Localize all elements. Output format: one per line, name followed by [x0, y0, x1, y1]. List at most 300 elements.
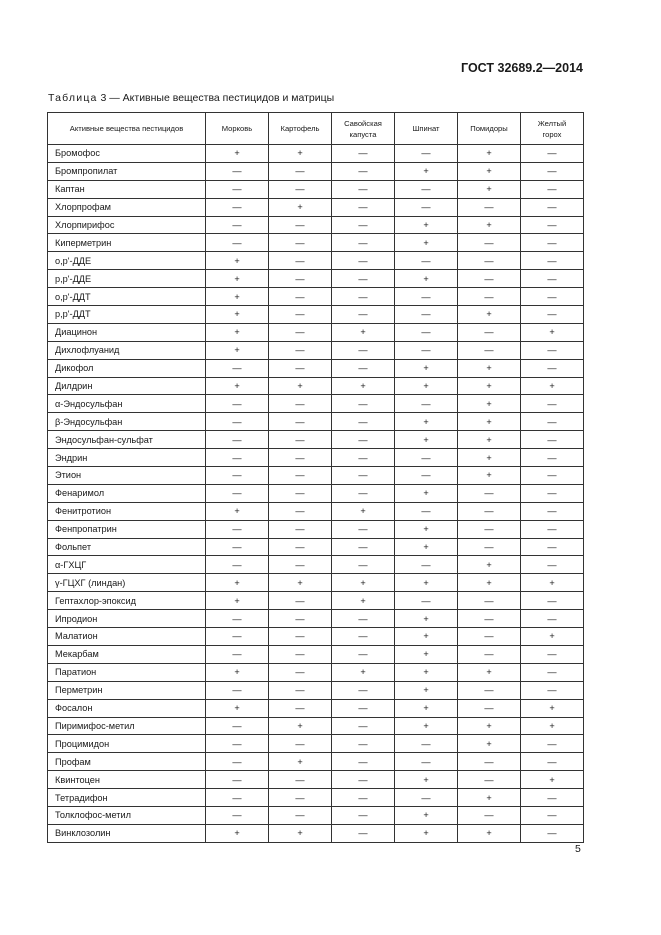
matrix-mark: — [521, 663, 584, 681]
matrix-mark: — [269, 538, 332, 556]
matrix-mark: — [269, 502, 332, 520]
substance-name: Дилдрин [48, 377, 206, 395]
matrix-mark: — [395, 180, 458, 198]
matrix-mark: — [269, 449, 332, 467]
matrix-mark: + [395, 574, 458, 592]
matrix-mark: + [458, 395, 521, 413]
matrix-mark: — [269, 735, 332, 753]
matrix-mark: + [395, 431, 458, 449]
matrix-mark: — [395, 306, 458, 324]
matrix-mark: — [521, 431, 584, 449]
matrix-mark: — [332, 484, 395, 502]
substance-name: Дикофол [48, 359, 206, 377]
substance-name: Пиримифос-метил [48, 717, 206, 735]
table-row [48, 162, 584, 180]
substance-name: Гептахлор-эпоксид [48, 592, 206, 610]
matrix-mark: + [269, 198, 332, 216]
matrix-mark: — [269, 592, 332, 610]
matrix-mark: — [521, 216, 584, 234]
page-number: 5 [575, 843, 581, 855]
matrix-mark: — [269, 699, 332, 717]
substance-name: p,p'-ДДЕ [48, 270, 206, 288]
matrix-mark: — [521, 449, 584, 467]
matrix-mark: — [332, 806, 395, 824]
matrix-mark: — [395, 449, 458, 467]
matrix-mark: + [458, 180, 521, 198]
matrix-mark: — [395, 467, 458, 485]
substance-name: Фенаримол [48, 484, 206, 502]
table-row [48, 413, 584, 431]
table-row [48, 645, 584, 663]
matrix-mark: + [458, 735, 521, 753]
pesticides-matrix-table [47, 112, 584, 843]
matrix-mark: — [458, 753, 521, 771]
matrix-mark: — [332, 699, 395, 717]
substance-name: γ-ГЦХГ (линдан) [48, 574, 206, 592]
table-caption-prefix: Таблица [48, 92, 98, 104]
matrix-mark: — [332, 234, 395, 252]
matrix-mark: — [458, 628, 521, 646]
substance-name: Хлорпирифос [48, 216, 206, 234]
matrix-mark: — [269, 556, 332, 574]
matrix-mark: + [458, 663, 521, 681]
substance-name: Винклозолин [48, 824, 206, 842]
matrix-mark: — [206, 431, 269, 449]
matrix-mark: + [395, 162, 458, 180]
substance-name: Фольпет [48, 538, 206, 556]
substance-name: Хлорпрофам [48, 198, 206, 216]
matrix-mark: + [521, 323, 584, 341]
matrix-mark: + [395, 628, 458, 646]
matrix-mark: — [206, 216, 269, 234]
substance-name: o,p'-ДДТ [48, 288, 206, 306]
matrix-mark: + [332, 502, 395, 520]
matrix-mark: — [521, 306, 584, 324]
table-row [48, 717, 584, 735]
matrix-mark: — [332, 449, 395, 467]
matrix-mark: + [521, 377, 584, 395]
matrix-mark: — [521, 234, 584, 252]
matrix-mark: — [206, 395, 269, 413]
matrix-mark: + [206, 306, 269, 324]
matrix-mark: + [206, 145, 269, 163]
matrix-mark: + [206, 252, 269, 270]
matrix-mark: — [521, 538, 584, 556]
matrix-mark: — [332, 413, 395, 431]
document-code: ГОСТ 32689.2—2014 [461, 61, 583, 75]
matrix-mark: — [458, 323, 521, 341]
matrix-mark: — [206, 359, 269, 377]
matrix-mark: — [458, 681, 521, 699]
matrix-mark: — [269, 162, 332, 180]
column-header: Шпинат [395, 113, 458, 145]
matrix-mark: — [332, 771, 395, 789]
matrix-mark: — [269, 645, 332, 663]
substance-name: Фенитротион [48, 502, 206, 520]
matrix-mark: + [206, 592, 269, 610]
matrix-mark: — [206, 735, 269, 753]
table-row [48, 681, 584, 699]
matrix-mark: — [521, 359, 584, 377]
matrix-mark: + [395, 806, 458, 824]
matrix-mark: + [269, 824, 332, 842]
matrix-mark: + [395, 610, 458, 628]
table-row [48, 234, 584, 252]
matrix-mark: — [521, 288, 584, 306]
table-caption-text: 3 — Активные вещества пестицидов и матрицы [97, 92, 335, 104]
matrix-mark: + [269, 574, 332, 592]
matrix-mark: — [332, 753, 395, 771]
matrix-mark: + [332, 592, 395, 610]
matrix-mark: — [269, 431, 332, 449]
substance-name: Мекарбам [48, 645, 206, 663]
column-header: Картофель [269, 113, 332, 145]
column-header: Морковь [206, 113, 269, 145]
matrix-mark: — [521, 467, 584, 485]
substance-name: p,p'-ДДТ [48, 306, 206, 324]
table-row [48, 306, 584, 324]
column-header: Савойская капуста [332, 113, 395, 145]
table-row [48, 431, 584, 449]
matrix-mark: — [521, 162, 584, 180]
table-row [48, 359, 584, 377]
matrix-mark: + [458, 162, 521, 180]
matrix-mark: + [395, 717, 458, 735]
matrix-mark: — [458, 771, 521, 789]
matrix-mark: — [521, 824, 584, 842]
matrix-mark: — [458, 538, 521, 556]
matrix-mark: + [458, 789, 521, 807]
matrix-mark: — [332, 735, 395, 753]
matrix-mark: — [332, 198, 395, 216]
matrix-mark: — [269, 216, 332, 234]
table-row [48, 753, 584, 771]
table-row [48, 449, 584, 467]
table-row [48, 467, 584, 485]
matrix-mark: — [206, 234, 269, 252]
matrix-mark: — [521, 270, 584, 288]
matrix-mark: — [206, 162, 269, 180]
table-caption [48, 92, 334, 104]
matrix-mark: + [395, 538, 458, 556]
table-row [48, 663, 584, 681]
matrix-mark: — [332, 645, 395, 663]
table-row [48, 502, 584, 520]
matrix-mark: + [206, 323, 269, 341]
matrix-mark: — [395, 323, 458, 341]
table-row [48, 216, 584, 234]
matrix-mark: — [206, 753, 269, 771]
matrix-mark: — [269, 234, 332, 252]
matrix-mark: + [458, 306, 521, 324]
matrix-mark: — [332, 556, 395, 574]
matrix-mark: + [206, 699, 269, 717]
matrix-mark: — [458, 806, 521, 824]
column-header: Активные вещества пестицидов [48, 113, 206, 145]
substance-name: Тетрадифон [48, 789, 206, 807]
matrix-mark: — [269, 359, 332, 377]
substance-name: α-ГХЦГ [48, 556, 206, 574]
substance-name: Малатион [48, 628, 206, 646]
substance-name: Процимидон [48, 735, 206, 753]
matrix-mark: — [269, 789, 332, 807]
matrix-mark: + [269, 145, 332, 163]
matrix-mark: — [332, 359, 395, 377]
matrix-mark: + [395, 645, 458, 663]
table-row [48, 556, 584, 574]
matrix-mark: — [332, 252, 395, 270]
matrix-mark: — [206, 717, 269, 735]
matrix-mark: — [395, 198, 458, 216]
matrix-mark: — [458, 645, 521, 663]
matrix-mark: — [395, 341, 458, 359]
table-row [48, 771, 584, 789]
matrix-mark: — [269, 341, 332, 359]
table-row [48, 288, 584, 306]
matrix-mark: — [521, 735, 584, 753]
table-row [48, 395, 584, 413]
matrix-mark: — [395, 556, 458, 574]
matrix-mark: — [206, 628, 269, 646]
matrix-mark: — [395, 592, 458, 610]
matrix-mark: + [395, 234, 458, 252]
matrix-mark: — [206, 610, 269, 628]
matrix-mark: + [332, 574, 395, 592]
table-row [48, 592, 584, 610]
matrix-mark: — [332, 610, 395, 628]
matrix-mark: + [458, 467, 521, 485]
matrix-mark: — [521, 502, 584, 520]
matrix-mark: — [458, 484, 521, 502]
matrix-mark: + [332, 663, 395, 681]
substance-name: o,p'-ДДЕ [48, 252, 206, 270]
matrix-mark: — [269, 413, 332, 431]
matrix-mark: + [395, 681, 458, 699]
matrix-mark: — [521, 681, 584, 699]
matrix-mark: — [269, 252, 332, 270]
matrix-mark: + [395, 413, 458, 431]
matrix-mark: — [332, 216, 395, 234]
substance-name: Фосалон [48, 699, 206, 717]
matrix-mark: — [206, 467, 269, 485]
column-header: Желтый горох [521, 113, 584, 145]
matrix-mark: — [395, 753, 458, 771]
matrix-mark: + [458, 574, 521, 592]
matrix-mark: — [269, 180, 332, 198]
substance-name: Толклофос-метил [48, 806, 206, 824]
matrix-mark: + [395, 377, 458, 395]
matrix-mark: — [206, 449, 269, 467]
matrix-mark: — [332, 789, 395, 807]
matrix-mark: — [458, 520, 521, 538]
matrix-mark: — [521, 198, 584, 216]
matrix-mark: — [269, 467, 332, 485]
matrix-mark: — [521, 484, 584, 502]
matrix-mark: + [395, 824, 458, 842]
table-row [48, 789, 584, 807]
matrix-mark: — [206, 681, 269, 699]
matrix-mark: + [395, 359, 458, 377]
matrix-mark: — [332, 180, 395, 198]
matrix-mark: — [332, 520, 395, 538]
matrix-mark: — [458, 234, 521, 252]
matrix-mark: — [206, 538, 269, 556]
matrix-mark: — [269, 610, 332, 628]
matrix-mark: — [269, 484, 332, 502]
table-row [48, 824, 584, 842]
table-row [48, 628, 584, 646]
matrix-mark: — [332, 467, 395, 485]
substance-name: Квинтоцен [48, 771, 206, 789]
matrix-mark: — [395, 288, 458, 306]
table-row [48, 270, 584, 288]
matrix-mark: + [458, 824, 521, 842]
matrix-mark: — [206, 520, 269, 538]
matrix-mark: — [269, 771, 332, 789]
matrix-mark: — [521, 252, 584, 270]
table-row [48, 145, 584, 163]
matrix-mark: — [206, 484, 269, 502]
substance-name: Эндосульфан-сульфат [48, 431, 206, 449]
matrix-mark: + [458, 449, 521, 467]
matrix-mark: — [206, 806, 269, 824]
matrix-mark: — [206, 198, 269, 216]
matrix-mark: + [458, 717, 521, 735]
matrix-mark: — [458, 288, 521, 306]
matrix-mark: — [395, 252, 458, 270]
matrix-mark: + [521, 717, 584, 735]
substance-name: Перметрин [48, 681, 206, 699]
matrix-mark: — [332, 162, 395, 180]
substance-name: Профам [48, 753, 206, 771]
substance-name: Дихлофлуанид [48, 341, 206, 359]
matrix-mark: + [395, 270, 458, 288]
table-row [48, 735, 584, 753]
matrix-mark: — [332, 145, 395, 163]
matrix-mark: — [269, 306, 332, 324]
matrix-mark: + [458, 359, 521, 377]
matrix-mark: — [521, 395, 584, 413]
matrix-mark: — [269, 323, 332, 341]
matrix-mark: + [521, 699, 584, 717]
matrix-mark: — [269, 628, 332, 646]
matrix-mark: + [395, 699, 458, 717]
substance-name: α-Эндосульфан [48, 395, 206, 413]
matrix-mark: — [458, 270, 521, 288]
matrix-mark: — [458, 592, 521, 610]
matrix-mark: — [206, 556, 269, 574]
table-row [48, 574, 584, 592]
matrix-mark: — [458, 198, 521, 216]
matrix-mark: + [458, 216, 521, 234]
table-row [48, 180, 584, 198]
table-row [48, 323, 584, 341]
matrix-mark: — [521, 180, 584, 198]
matrix-mark: + [458, 145, 521, 163]
matrix-mark: — [206, 645, 269, 663]
matrix-mark: — [206, 180, 269, 198]
matrix-mark: + [395, 216, 458, 234]
matrix-mark: — [269, 681, 332, 699]
matrix-mark: + [395, 663, 458, 681]
matrix-mark: — [395, 502, 458, 520]
matrix-mark: — [332, 681, 395, 699]
matrix-mark: — [332, 341, 395, 359]
table-row [48, 341, 584, 359]
matrix-mark: — [458, 502, 521, 520]
matrix-mark: + [206, 663, 269, 681]
matrix-mark: — [395, 395, 458, 413]
table-row [48, 252, 584, 270]
matrix-mark: + [395, 520, 458, 538]
matrix-mark: — [395, 789, 458, 807]
matrix-mark: — [206, 771, 269, 789]
matrix-mark: — [269, 520, 332, 538]
matrix-mark: — [269, 395, 332, 413]
substance-name: β-Эндосульфан [48, 413, 206, 431]
substance-name: Бромофос [48, 145, 206, 163]
table-header-row [48, 113, 584, 145]
matrix-mark: + [206, 341, 269, 359]
matrix-mark: + [206, 824, 269, 842]
matrix-mark: — [521, 610, 584, 628]
matrix-mark: + [521, 771, 584, 789]
matrix-mark: + [395, 484, 458, 502]
substance-name: Диацинон [48, 323, 206, 341]
matrix-mark: — [332, 395, 395, 413]
matrix-mark: + [521, 628, 584, 646]
matrix-mark: + [521, 574, 584, 592]
substance-name: Фенпропатрин [48, 520, 206, 538]
table-row [48, 538, 584, 556]
matrix-mark: — [332, 306, 395, 324]
matrix-mark: — [458, 610, 521, 628]
substance-name: Паратион [48, 663, 206, 681]
matrix-mark: — [206, 789, 269, 807]
matrix-mark: — [521, 806, 584, 824]
matrix-mark: — [269, 806, 332, 824]
matrix-mark: + [206, 270, 269, 288]
matrix-mark: — [521, 789, 584, 807]
table-row [48, 198, 584, 216]
matrix-mark: + [458, 556, 521, 574]
matrix-mark: + [332, 377, 395, 395]
matrix-mark: — [521, 145, 584, 163]
matrix-mark: — [521, 341, 584, 359]
substance-name: Эндрин [48, 449, 206, 467]
matrix-mark: + [206, 377, 269, 395]
matrix-mark: + [458, 377, 521, 395]
substance-name: Каптан [48, 180, 206, 198]
table-row [48, 520, 584, 538]
matrix-mark: — [332, 288, 395, 306]
substance-name: Киперметрин [48, 234, 206, 252]
matrix-mark: — [332, 270, 395, 288]
matrix-mark: + [269, 377, 332, 395]
matrix-mark: — [395, 735, 458, 753]
matrix-mark: — [332, 824, 395, 842]
matrix-mark: — [269, 288, 332, 306]
matrix-mark: — [332, 538, 395, 556]
table-row [48, 806, 584, 824]
matrix-mark: — [206, 413, 269, 431]
substance-name: Бромпропилат [48, 162, 206, 180]
matrix-mark: + [332, 323, 395, 341]
matrix-mark: — [458, 252, 521, 270]
substance-name: Ипродион [48, 610, 206, 628]
matrix-mark: + [269, 753, 332, 771]
table-row [48, 610, 584, 628]
